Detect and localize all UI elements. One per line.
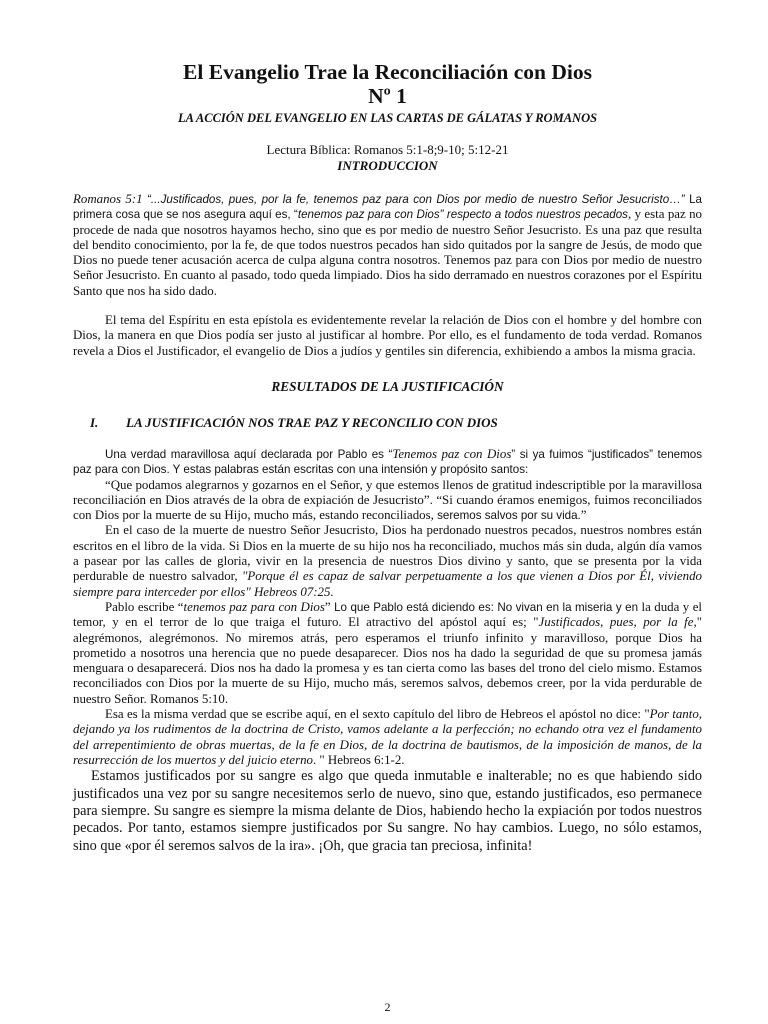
body-quote: Por tanto, dejando ya los rudimentos de la doctrina de Cristo, vamos adelante a la perfección; no echando otra vez el fundamento del arrepentimiento de obras muertas, de la fe en Dios, de la doctrina de bautismos, de la imposición de manos, de la resurrección de los muertos y del juicio eterno	[73, 707, 703, 767]
body-paragraph-5	[73, 707, 702, 768]
body-quote: Tenemos paz con Dios	[392, 446, 512, 461]
page-number: 2	[384, 1000, 391, 1014]
page-title	[73, 60, 702, 108]
body-text: En el caso de la muerte de nuestro Señor Jesucristo, Dios ha perdonado nuestros pecados, nuestros nombres están escritos en el libro de la vida. Si Dios en la muerte de su hijo nos ha reconciliado, muchos más sin duda, algún día vamos a pasear por las calles de gloria, vivir en la presencia de nuestros Dios divino y santo, que se presenta por la vida perdurable de nuestro salvador,	[73, 523, 702, 584]
body-paragraph-6: Estamos justificados por su sangre es algo que queda inmutable e inalterable; no es que habiendo sido justificados una vez por su sangre necesitemos serlo de nuevo, sino que, estando justificados, eso permanece para siempre. Su sangre es siempre la misma delante de Dios, habiendo hecho la expiación por todos nuestros pecados. Por tanto, estamos siempre justificados por Su sangre. No hay cambios. Luego, no sólo estamos, sino que «por él seremos salvos de la ira». ¡Oh, que gracia tan preciosa, infinita!	[73, 768, 702, 854]
body-quote: tenemos paz para con Dios	[183, 599, 325, 614]
body-paragraph-3	[73, 523, 702, 599]
title-line-1: El Evangelio Trae la Reconciliación con Dios	[183, 60, 592, 84]
body-text: “Que podamos alegrarnos y gozarnos en el Señor, y que estemos llenos de gratitud indescriptible por la maravillosa reconciliación en Dios através de la obra de expiación de Jesucristo”. “Si cuando éramos enemigos, fuimos reconciliados con Dios por la muerte de su Hijo, mucho más, estando reconciliados,	[73, 477, 702, 523]
intro-paragraph-2: El tema del Espíritu en esta epístola es evidentemente revelar la relación de Dios con el hombre y del hombre con Dios, la manera en que Dios podía ser justo al justificar al hombre. Por ello, es el fundamento de toda verdad. Romanos revela a Dios el Justificador, el evangelio de Dios a judíos y gentiles sin diferencia, exhibiendo a ambos la misma gracia.	[73, 313, 702, 358]
body-text: Lo que Pablo está diciendo es: No vivan en la miseria y en	[334, 600, 639, 614]
body-text: ," alegrémonos, alegrémonos. No miremos atrás, pero esperamos el triunfo infinito y maravilloso, porque Dios ha prometido a nosotros una herencia que no puede desaparecer. Dios nos ha dado la seguridad de que su promesa jamás menguara o desaparecerá. Dios nos ha dado la promesa y es tan cierta como las bases del trono del cielo mismo. Estamos reconciliados con Dios por la muerte de su Hijo, mucho más, seremos salvos, debemos creer, por la vida perdurable de nuestro Señor. Romanos 5:10.	[73, 615, 702, 706]
body-text: ”	[580, 508, 587, 523]
body-text: Esa es la misma verdad que se escribe aquí, en el sexto capítulo del libro de Hebreos el apóstol no dice: "	[105, 707, 650, 722]
body-text: la duda y el temor, y en el terror de lo que traiga el futuro. El atractivo del apóstol aquí es; "	[73, 599, 703, 630]
body-text: . " Hebreos 6:1-2.	[312, 752, 405, 767]
title-line-2: Nº 1	[368, 84, 407, 108]
intro-paragraph-1	[73, 192, 702, 299]
body-text: Una verdad maravillosa aquí declarada por Pablo es “	[105, 447, 393, 461]
body-text: seremos salvos por su vida.	[437, 509, 581, 523]
intro-heading: INTRODUCCION	[337, 158, 438, 173]
body-quote: "Porque él es capaz de salvar perpetuamente a los que vienen a Dios por Él, viviendo siempre para interceder por ellos" Hebreos 07:25.	[73, 569, 702, 599]
body-quote: Justificados, pues, por la fe	[538, 615, 694, 630]
body-paragraph-2	[73, 478, 702, 524]
intro-lead: La primera cosa que se nos asegura aquí es, “	[73, 193, 702, 222]
intro-text: , y esta paz no procede de nada que nosotros hayamos hecho, sino que es por medio de nuestro Señor Jesucristo. Es una paz que resulta del bendito conocimiento, por la fe, de que todos nuestros pecados han sido quitados por la sangre de Jesús, de modo que Dios no puede tener acusación acerca de culpa alguna contra nosotros. Tenemos paz para con Dios por medio de nuestro Señor Jesucristo. En cuanto al pasado, todo queda limpiado. Dios ha sido derramado en nuestros corazones por el Espíritu Santo que nos ha sido dado.	[73, 207, 702, 298]
scripture-reference: Romanos 5:1	[73, 192, 148, 206]
page-subtitle: LA ACCIÓN DEL EVANGELIO EN LAS CARTAS DE GÁLATAS Y ROMANOS	[177, 111, 598, 125]
body-paragraph-1	[73, 447, 702, 478]
bible-reading: Lectura Bíblica: Romanos 5:1-8;9-10; 5:12-21	[266, 142, 509, 157]
scripture-quote: “...Justificados, pues, por la fe, tenemos paz para con Dios por medio de nuestro Señor Jesucristo…”	[147, 193, 690, 206]
point-heading	[73, 415, 702, 431]
section-heading: RESULTADOS DE LA JUSTIFICACIÓN	[271, 378, 504, 394]
body-text: ”	[324, 599, 335, 614]
point-number: I.	[90, 414, 99, 430]
body-paragraph-4	[73, 600, 702, 707]
document-page	[73, 60, 703, 1014]
body-text: Pablo escribe “	[105, 599, 184, 614]
point-title: LA JUSTIFICACIÓN NOS TRAE PAZ Y RECONCILIO CON DIOS	[126, 414, 498, 430]
intro-quote: tenemos paz para con Dios” respecto a todos nuestros pecados	[297, 208, 628, 222]
body-text: ” si ya fuimos “justificados” tenemos paz para con Dios. Y estas palabras están escritas con una intensión y propósito santos:	[73, 447, 702, 477]
